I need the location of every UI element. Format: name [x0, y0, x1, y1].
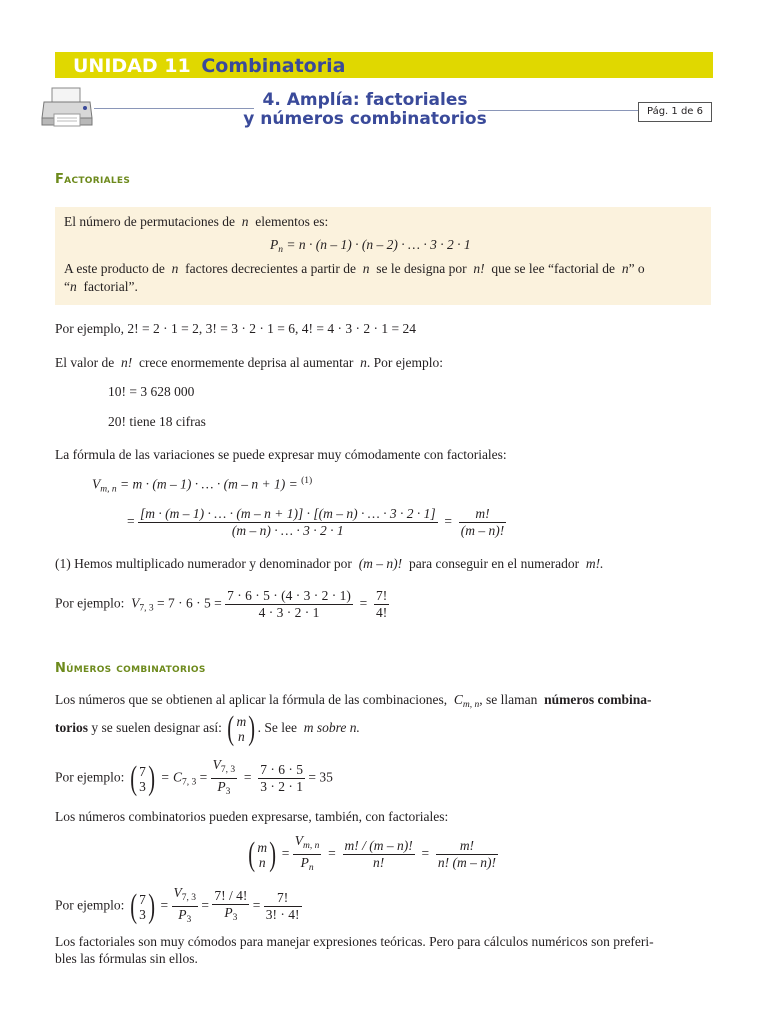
page-title-line1: 4. Amplía: factoriales — [262, 90, 468, 110]
ej4-f2-den-sub: 3 — [232, 912, 238, 923]
growth-b: n! — [120, 355, 133, 370]
box-line3-d: n! — [473, 261, 485, 276]
v-rhs: = m · (m – 1) · … · (m – n + 1) = — [120, 476, 298, 492]
permutation-formula — [270, 237, 471, 255]
comb-factorial-formula: ( m n ) = $\frac{V_{m, n}}{P_n}$ = $\frac{m! / (m - n)!}{n!}$ = $\frac{m!}{n! (m - n)!}$ — [246, 833, 498, 876]
formula-body: = n · (n – 1) · (n – 2) · … · 3 · 2 · 1 — [286, 237, 471, 252]
box-line1-var: n — [241, 214, 249, 229]
ej3-sub: 7, 3 — [182, 777, 197, 788]
footnote — [55, 556, 604, 572]
section-factoriales-label: Factoriales — [55, 172, 131, 187]
ej3-f1-num: V — [212, 757, 221, 772]
ej4-fraction-2 — [212, 888, 249, 926]
box-line4-b: n — [70, 279, 77, 294]
box-line1 — [64, 214, 328, 230]
comb-C: C — [453, 692, 463, 707]
ej2-fraction-2-den: 4! — [375, 605, 388, 620]
ej2-a: Por ejemplo: — [55, 595, 125, 611]
f2-den: n! — [373, 855, 385, 870]
ej3-a: Por ejemplo: — [55, 769, 125, 785]
comb-b: , se llaman — [479, 692, 538, 707]
ej3-result: = 35 — [308, 769, 333, 785]
box-line3-n2: n — [362, 261, 370, 276]
box-line1-a: El número de permutaciones de — [64, 214, 235, 229]
page-indicator: Pág. 1 de 6 — [638, 102, 712, 122]
ej4-f1-num-sub: 7, 3 — [181, 893, 197, 903]
ej4-f3-num: 7! — [264, 890, 302, 907]
formula-P: P — [270, 237, 279, 252]
footnote-b: (m – n)! — [358, 556, 403, 571]
ej3-fraction-1 — [211, 757, 238, 800]
section-combinatorios — [55, 661, 206, 676]
ej4-binom-bot: 3 — [139, 906, 146, 922]
ej4-binom-top: 7 — [139, 891, 146, 907]
comb-binomial: ( m n ) — [227, 710, 256, 747]
box-line3-e: que se lee “factorial de — [491, 261, 616, 276]
v-fraction-2 — [459, 506, 507, 539]
ej4-f2-den: P — [224, 904, 233, 920]
ej2-b: = 7 · 6 · 5 = — [157, 595, 222, 611]
growth-sentence — [55, 355, 443, 371]
formula-binomial: ( m n ) — [248, 835, 277, 873]
example-twenty-factorial: 20! tiene 18 cifras — [108, 414, 206, 429]
ej3-f2-num: 7 · 6 · 5 — [260, 762, 304, 777]
section-factoriales — [55, 172, 130, 187]
ej3-f2-den: 3 · 2 · 1 — [260, 779, 304, 794]
comb-a: Los números que se obtienen al aplicar la fórmula de las combinaciones, — [55, 692, 448, 707]
ej3-b: = C — [160, 769, 183, 785]
box-line4-c: factorial”. — [83, 279, 138, 294]
v-fraction-1-num: [m · (m – 1) · … · (m – n + 1)] · [(m – n) · … · 3 · 2 · 1] — [140, 506, 436, 521]
comb-binom-top: m — [236, 714, 247, 729]
ej2-fraction-2 — [374, 588, 389, 621]
unit-banner-text — [73, 55, 345, 77]
box-line3 — [64, 261, 645, 277]
formula-binom-bot: n — [258, 854, 266, 870]
unit-name: Combinatoria — [201, 55, 346, 77]
ej2-fraction-1-den: 4 · 3 · 2 · 1 — [258, 605, 320, 620]
v-note-ref: (1) — [301, 476, 313, 486]
ej3-f1-den: P — [217, 779, 226, 794]
ej2-fraction-1 — [225, 588, 353, 621]
comb-e: m sobre n. — [303, 720, 360, 736]
ej4-fraction-1 — [172, 885, 199, 928]
f2-num: m! / (m – n)! — [344, 838, 413, 853]
f1-num-sub: m, n — [303, 841, 320, 851]
box-line3-n1: n — [171, 261, 179, 276]
unit-label: UNIDAD 11 — [73, 55, 191, 77]
box-line4-a: “ — [64, 279, 70, 294]
ej3-binomial: ( 7 3) — [130, 759, 155, 797]
f1-den: P — [300, 855, 309, 870]
footnote-a: (1) Hemos multiplicado numerador y denominador por — [55, 556, 352, 571]
f-fraction-1 — [293, 833, 322, 876]
box-line3-b: factores decrecientes a partir de — [185, 261, 357, 276]
ej3-c: = — [199, 769, 208, 785]
v-sub: m, n — [100, 484, 117, 495]
example-factorial-comb: Por ejemplo: ( 7 3) = $\frac{V_{7, 3}}{P_3}$ = $\frac{7! / 4!}{P_3}$ = $\frac{7!}{3! \cdot 4!}$ — [55, 885, 302, 928]
page-title-line2: y números combinatorios — [243, 109, 487, 129]
comb-sub: m, n — [462, 700, 480, 710]
ej4-a: Por ejemplo: — [55, 897, 125, 913]
ej4-f1-num: V — [173, 885, 182, 900]
ej3-binom-bot: 3 — [139, 778, 146, 794]
box-line3-c: se le designa por — [376, 261, 467, 276]
v-lhs: V — [92, 476, 101, 492]
formula-binom-top: m — [257, 839, 268, 855]
v-fraction-2-num: m! — [459, 506, 507, 523]
closing-line1: Los factoriales son muy cómodos para manejar expresiones teóricas. Pero para cálculos numéricos son preferi- — [55, 934, 654, 949]
example-factorials: Por ejemplo, 2! = 2 · 1 = 2, 3! = 3 · 2 · 1 = 6, 4! = 4 · 3 · 2 · 1 = 24 — [55, 321, 417, 336]
variations-intro: La fórmula de las variaciones se puede expresar muy cómodamente con factoriales: — [55, 447, 507, 462]
comb-d: . Se lee — [257, 720, 297, 736]
f3-num: m! — [436, 838, 498, 855]
growth-d: n — [360, 355, 367, 370]
comb-intro-line1 — [55, 692, 652, 710]
growth-c: crece enormemente deprisa al aumentar — [138, 355, 354, 370]
ej2-fraction-1-num: 7 · 6 · 5 · (4 · 3 · 2 · 1) — [227, 588, 351, 603]
ej4-binomial: ( 7 3) — [130, 887, 155, 925]
ej3-f1-den-sub: 3 — [225, 787, 231, 797]
v-fraction-1-den: (m – n) · … · 3 · 2 · 1 — [231, 523, 344, 538]
footnote-d: m!. — [585, 556, 604, 571]
section-combinatorios-label: Números combinatorios — [55, 661, 206, 676]
ej4-f1-den: P — [178, 907, 187, 922]
ej4-f1-den-sub: 3 — [186, 915, 192, 925]
comb-c: y se suelen designar así: — [91, 720, 222, 736]
closing-line2: bles las fórmulas sin ellos. — [55, 951, 198, 966]
comb-bold1: números combina- — [544, 692, 652, 707]
box-line3-f: ” o — [628, 261, 645, 276]
ej3-f1-num-sub: 7, 3 — [220, 765, 236, 775]
ej2-sub: 7, 3 — [139, 603, 154, 614]
ej4-fraction-3 — [264, 890, 302, 923]
example-combinations: Por ejemplo: ( 7 $3) = C_{7, 3}$ = $\frac{V_{7, 3}}{P_3}$ = $\frac{7 \cdot 6 \cdot 5}{3 \cdot 2 \cdot 1}$ = 35 — [55, 757, 333, 800]
ej3-binom-top: 7 — [139, 763, 146, 779]
variations-formula-line1 — [92, 476, 312, 495]
v-fraction-1 — [138, 506, 438, 539]
comb-binom-bot: n — [238, 729, 245, 744]
comb-bold2: torios — [55, 720, 88, 736]
f-fraction-2 — [343, 838, 415, 871]
variations-formula-line2: = $\frac{[m \cdot (m - 1) \cdot \dots \cdot (m - n + 1)] \cdot [(m - n) \cdot \dots \cdot 3 \cdot 2 \cdot 1]}{(m - n) \cdot \dots \cdot 3 \cdot 2 \cdot 1}$ = $\frac{m!}{(m - n)!}$ — [127, 506, 505, 538]
ej2-V: V — [131, 595, 140, 611]
ej4-f2-num: 7! / 4! — [214, 887, 248, 903]
ej3-fraction-2 — [258, 762, 305, 795]
ej4-f3-den: 3! · 4! — [265, 907, 300, 922]
growth-a: El valor de — [55, 355, 115, 370]
formula-P-sub: n — [278, 245, 283, 255]
f1-num: V — [294, 833, 304, 848]
f1-den-sub: n — [308, 863, 314, 873]
footnote-c: para conseguir en el numerador — [408, 556, 580, 571]
f-fraction-3 — [436, 838, 498, 871]
ej2-fraction-2-num: 7! — [375, 588, 388, 603]
v-fraction-2-den: (m – n)! — [460, 523, 505, 538]
comb-intro-line2 — [55, 712, 360, 746]
f3-den: n! (m – n)! — [437, 855, 496, 870]
printer-icon[interactable] — [40, 86, 94, 130]
example-variations: Por ejemplo: $V_{7, 3} = 7 \cdot 6 \cdot 5$ = $\frac{7 \cdot 6 \cdot 5 \cdot (4 \cdot 3 \cdot 2 \cdot 1)}{4 \cdot 3 \cdot 2 \cdot 1}$ = $\frac{7!}{4!}$ — [55, 588, 388, 620]
box-line3-n3: n — [621, 261, 629, 276]
growth-e: . Por ejemplo: — [366, 355, 443, 370]
box-line3-a: A este producto de — [64, 261, 165, 276]
box-line4 — [64, 279, 138, 295]
box-line1-end: elementos es: — [255, 214, 329, 229]
example-ten-factorial: 10! = 3 628 000 — [108, 384, 195, 399]
comb-factorial-intro: Los números combinatorios pueden expresarse, también, con factoriales: — [55, 809, 449, 824]
